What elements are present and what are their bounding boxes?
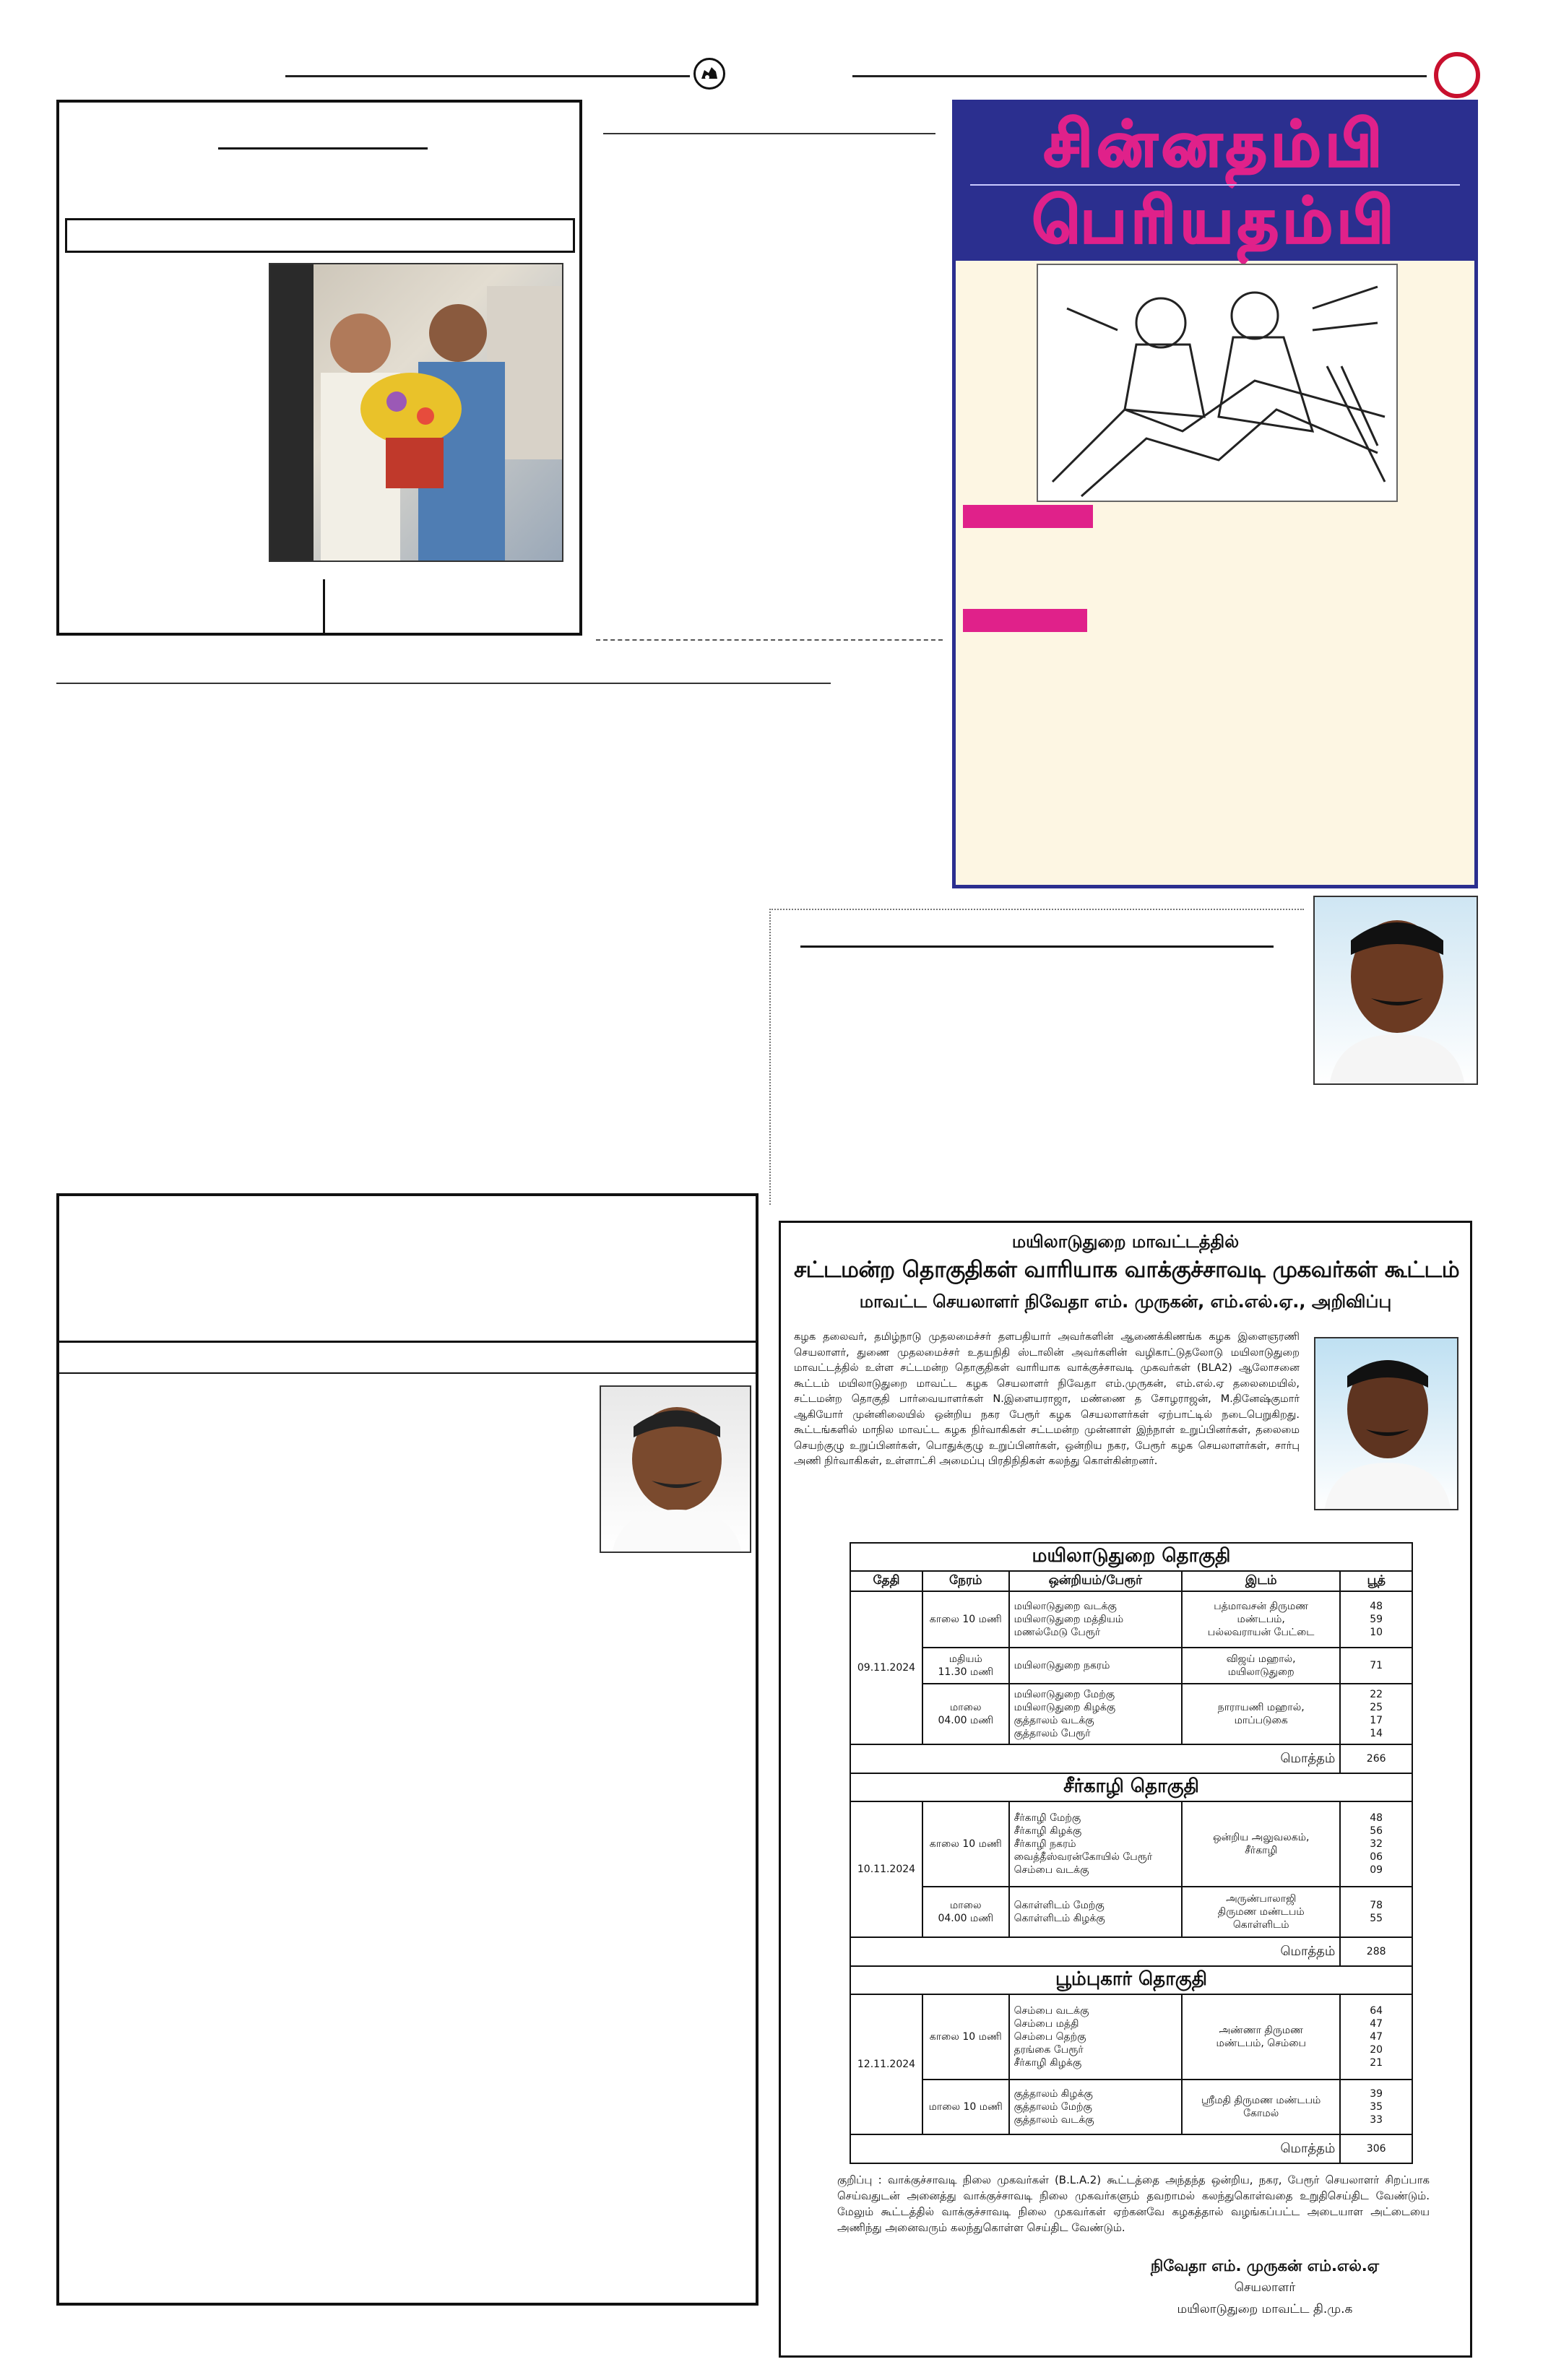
- story-box-rule-2: [59, 1372, 756, 1374]
- cell-venue: ஒன்றிய அலுவலகம், சீர்காழி: [1182, 1801, 1340, 1887]
- story-title-underline: [218, 147, 428, 150]
- story-headline-underline: [800, 945, 1274, 948]
- cell-union: குத்தாலம் கிழக்கு குத்தாலம் மேற்கு குத்தாலம் வடக்கு: [1009, 2080, 1182, 2134]
- total-value: 288: [1340, 1937, 1412, 1966]
- cell-booths: 64 47 47 20 21: [1340, 1994, 1412, 2080]
- section-title: மயிலாடுதுறை தொகுதி: [850, 1543, 1412, 1571]
- cell-venue: அருண்பாலாஜி திருமண மண்டபம் கொள்ளிடம்: [1182, 1887, 1340, 1937]
- ad-heading-sub: மாவட்ட செயலாளர் நிவேதா எம். முருகன், எம்.எல்.ஏ., அறிவிப்பு: [859, 1291, 1392, 1312]
- lead-story-rule: [56, 683, 831, 684]
- ad-portrait-secretary: [1314, 1337, 1458, 1510]
- ad-signer-org: மயிலாடுதுறை மாவட்ட தி.மு.க: [1177, 2302, 1353, 2316]
- cell-date: 12.11.2024: [850, 1994, 922, 2134]
- cell-union: கொள்ளிடம் மேற்கு கொள்ளிடம் கிழக்கு: [1009, 1887, 1182, 1937]
- section-mayiladuthurai: [850, 1543, 1412, 1773]
- cell-time: காலை 10 மணி: [922, 1801, 1009, 1887]
- cell-booths: 48 56 32 06 09: [1340, 1801, 1412, 1887]
- total-label: மொத்தம்: [850, 2134, 1340, 2163]
- ad-heading-main: சட்டமன்ற தொகுதிகள் வாரியாக வாக்குச்சாவடி முகவர்கள் கூட்டம்: [794, 1257, 1460, 1283]
- section-title: பூம்புகார் தொகுதி: [850, 1966, 1412, 1994]
- story-frame-left-edge: [769, 909, 771, 1205]
- middle-column-dashed-rule: [596, 639, 943, 641]
- total-label: மொத்தம்: [850, 1937, 1340, 1966]
- cell-date: 09.11.2024: [850, 1591, 922, 1744]
- cell-booths: 71: [1340, 1648, 1412, 1684]
- cell-booths: 48 59 10: [1340, 1591, 1412, 1648]
- cell-union: சீர்காழி மேற்கு சீர்காழி கிழக்கு சீர்காழி நகரம் வைத்தீஸ்வரன்கோயில் பேரூர் செம்பை வடக்கு: [1009, 1801, 1182, 1887]
- ad-heading-small: மயிலாடுதுறை மாவட்டத்தில்: [1011, 1232, 1240, 1252]
- cell-booths: 78 55: [1340, 1887, 1412, 1937]
- cell-union: மயிலாடுதுறை வடக்கு மயிலாடுதுறை மத்தியம் மணல்மேடு பேரூர்: [1009, 1591, 1182, 1648]
- story-box-rule-1: [59, 1341, 756, 1343]
- cell-union: மயிலாடுதுறை நகரம்: [1009, 1648, 1182, 1684]
- cartoon-title-line1: சின்னதம்பி: [1044, 108, 1386, 181]
- header-rule-left: [285, 75, 690, 77]
- total-value: 306: [1340, 2134, 1412, 2163]
- col-header-venue: இடம்: [1182, 1571, 1340, 1591]
- col-header-date: தேதி: [850, 1571, 922, 1591]
- ad-note: குறிப்பு : வாக்குச்சாவடி நிலை முகவர்கள் (B.L.A.2) கூட்டத்தை அந்தந்த ஒன்றிய, நகர, பேரூர் செயலாளர் சிறப்பாக செய்வதுடன் அனைத்து வாக்குச்சாவடி நிலை முகவர்களும் தவறாமல் கலந்துகொள்வதை உறுதிசெய்திட வேண்டும். மேலும் கூட்டத்தில் வாக்குச்சாவடி நிலை முகவர்கள் ஏற்கனவே கழகத்தால் வழங்கப்பட்ட அடையாள அட்டையை அணிந்து அனைவரும் கலந்துகொள்ள செய்திட வேண்டும்.: [837, 2173, 1430, 2234]
- cell-union: மயிலாடுதுறை மேற்கு மயிலாடுதுறை கிழக்கு குத்தாலம் வடக்கு குத்தாலம் பேரூர்: [1009, 1684, 1182, 1744]
- total-label: மொத்தம்: [850, 1744, 1340, 1773]
- col-header-time: நேரம்: [922, 1571, 1009, 1591]
- cell-booths: 39 35 33: [1340, 2080, 1412, 2134]
- cartoon-banner: [956, 103, 1474, 261]
- story-box-top-left: [56, 100, 582, 636]
- ad-signer-name: நிவேதா எம். முருகன் எம்.எல்.ஏ: [1150, 2257, 1380, 2275]
- cartoon-title-line2: பெரியதம்பி: [1032, 185, 1399, 257]
- cartoon-label-bar-2: [963, 609, 1087, 632]
- cell-time: மாலை 04.00 மணி: [922, 1684, 1009, 1744]
- cell-venue: அண்ணா திருமண மண்டபம், செம்பை: [1182, 1994, 1340, 2080]
- cell-venue: பத்மாவசன் திருமண மண்டபம், பல்லவராயன் பேட்டை: [1182, 1591, 1340, 1648]
- ad-intro-text: கழக தலைவர், தமிழ்நாடு முதலமைச்சர் தளபதியார் அவர்களின் ஆணைக்கிணங்க கழக இளைஞரணி செயலாளர், துணை முதலமைச்சர் உதயநிதி ஸ்டாலின் அவர்களின் வழிகாட்டுதலோடு மயிலாடுதுறை மாவட்டத்தில் உள்ள சட்டமன்ற தொகுதிகள் வாரியாக வாக்குச்சாவடி முகவர்கள் (BLA2) ஆலோசனை கூட்டம் மயிலாடுதுறை மாவட்ட கழக செயலாளர் நிவேதா எம்.முருகன், எம்.எல்.ஏ தலைமையில், சட்டமன்ற தொகுதி பார்வையாளர்கள் N.இளையராஜா, மண்ணை த சோழராஜன், M.தினேஷ்குமார் ஆகியோர் முன்னிலையில் ஒன்றிய நகர பேரூர் கழக செயலாளர்கள் ஏற்பாட்டில் நடைபெறுகிறது. கூட்டங்களில் மாநில மாவட்ட கழக நிர்வாகிகள் சட்டமன்ற முன்னாள் இந்நாள் உறுப்பினர்கள், தலைமை செயற்குழு உறுப்பினர்கள், பொதுக்குழு உறுப்பினர்கள், ஒன்றிய நகர, பேரூர் கழக செயலாளர்கள், சார்பு அணி நிர்வாகிகள், உள்ளாட்சி அமைப்பு பிரதிநிதிகள் கலந்து கொள்கின்றனர்.: [794, 1331, 1300, 1467]
- masthead-logo-icon: [693, 58, 725, 90]
- cartoon-illustration: [1037, 264, 1398, 502]
- col-header-union: ஒன்றியம்/பேரூர்: [1009, 1571, 1182, 1591]
- advertisement-notice: [779, 1221, 1472, 2358]
- middle-column-top-rule: [603, 133, 935, 134]
- portrait-man-mustache: [1313, 896, 1478, 1085]
- story-box-bottom-left: [56, 1193, 758, 2306]
- header-rule-right: [852, 75, 1427, 77]
- story-frame-top-edge: [769, 909, 1304, 910]
- ad-schedule-table: [850, 1542, 1413, 2164]
- cell-time: மாலை 10 மணி: [922, 2080, 1009, 2134]
- cell-venue: விஜய் மஹால், மயிலாடுதுறை: [1182, 1648, 1340, 1684]
- portrait-elderly-man: [600, 1385, 751, 1553]
- story-subhead-box: [65, 218, 575, 253]
- page-number-badge: [1434, 52, 1480, 98]
- section-sirkazhi: [850, 1773, 1412, 1966]
- photo-handshake-bouquet: [269, 263, 563, 562]
- cell-time: மாலை 04.00 மணி: [922, 1887, 1009, 1937]
- cell-venue: நாராயணி மஹால், மாப்படுகை: [1182, 1684, 1340, 1744]
- cell-time: காலை 10 மணி: [922, 1994, 1009, 2080]
- cell-union: செம்பை வடக்கு செம்பை மத்தி செம்பை தெற்கு தரங்கை பேரூர் சீர்காழி கிழக்கு: [1009, 1994, 1182, 2080]
- cartoon-column: [952, 100, 1478, 888]
- total-value: 266: [1340, 1744, 1412, 1773]
- story-column-divider: [323, 579, 325, 634]
- cell-venue: ஸ்ரீமதி திருமண மண்டபம் கோமல்: [1182, 2080, 1340, 2134]
- section-title: சீர்காழி தொகுதி: [850, 1773, 1412, 1801]
- cell-time: மதியம் 11.30 மணி: [922, 1648, 1009, 1684]
- ad-signer-role: செயலாளர்: [1234, 2280, 1296, 2295]
- cell-date: 10.11.2024: [850, 1801, 922, 1937]
- section-poompuhar: [850, 1966, 1412, 2163]
- cartoon-label-bar-1: [963, 505, 1093, 528]
- cell-booths: 22 25 17 14: [1340, 1684, 1412, 1744]
- cell-time: காலை 10 மணி: [922, 1591, 1009, 1648]
- col-header-booths: பூத்: [1340, 1571, 1412, 1591]
